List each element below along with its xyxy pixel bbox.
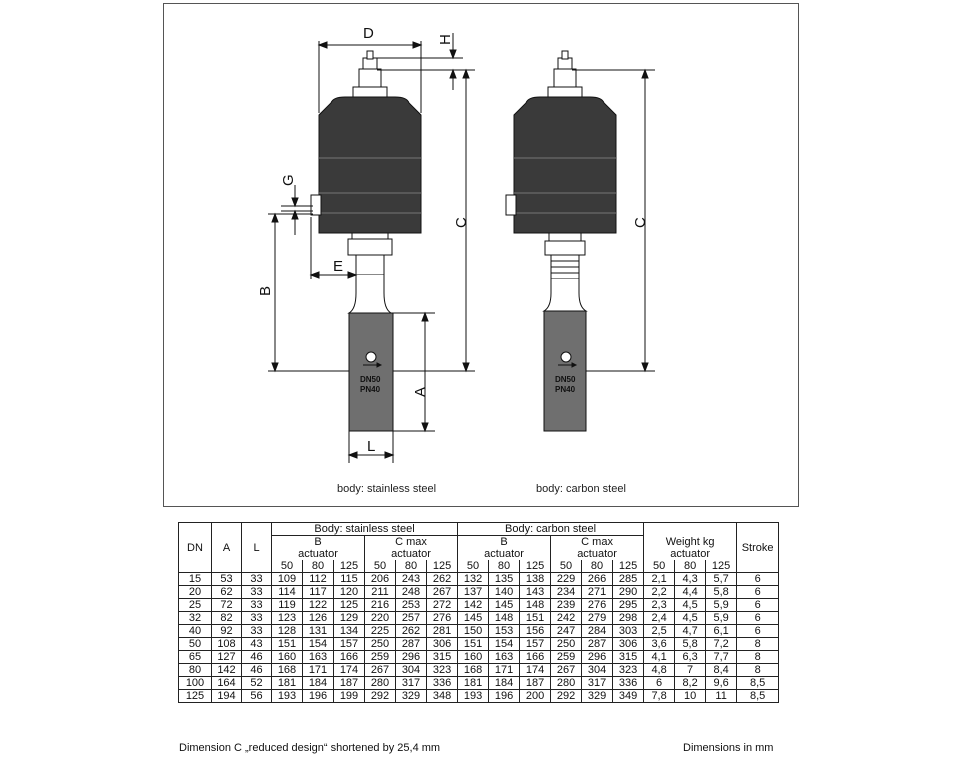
- table-cell: 266: [582, 573, 613, 586]
- table-cell: 10: [675, 690, 706, 703]
- table-cell: 166: [334, 651, 365, 664]
- table-cell: 150: [458, 625, 489, 638]
- table-cell: 303: [613, 625, 644, 638]
- table-cell: 151: [272, 638, 303, 651]
- dimension-label-a: A: [412, 386, 429, 397]
- header-cmax-carbon: C max: [551, 536, 644, 549]
- table-cell: 171: [489, 664, 520, 677]
- header-b-stainless: B: [272, 536, 365, 549]
- header-actuator-cmax-stainless: actuator: [365, 548, 458, 560]
- header-cmax-stainless: C max: [365, 536, 458, 549]
- table-cell: 138: [520, 573, 551, 586]
- table-cell: 174: [334, 664, 365, 677]
- table-cell: 211: [365, 586, 396, 599]
- table-cell: 8,5: [737, 677, 779, 690]
- table-cell: 4,4: [675, 586, 706, 599]
- table-cell: 7,2: [706, 638, 737, 651]
- table-cell: 271: [582, 586, 613, 599]
- body-marking-pn-left: PN40: [360, 385, 381, 394]
- table-cell: 125: [179, 690, 212, 703]
- table-cell: 348: [427, 690, 458, 703]
- table-cell: 184: [303, 677, 334, 690]
- table-cell: 151: [458, 638, 489, 651]
- table-cell: 6: [737, 586, 779, 599]
- table-cell: 2,5: [644, 625, 675, 638]
- table-cell: 154: [303, 638, 334, 651]
- table-cell: 131: [303, 625, 334, 638]
- header-actuator-weight: actuator: [644, 548, 737, 560]
- table-cell: 2,1: [644, 573, 675, 586]
- table-cell: 33: [242, 625, 272, 638]
- table-cell: 112: [303, 573, 334, 586]
- table-cell: 295: [613, 599, 644, 612]
- table-cell: 306: [613, 638, 644, 651]
- caption-carbon-steel: body: carbon steel: [536, 483, 626, 495]
- table-cell: 65: [179, 651, 212, 664]
- table-cell: 163: [489, 651, 520, 664]
- table-cell: 315: [613, 651, 644, 664]
- table-cell: 142: [212, 664, 242, 677]
- table-row: [179, 651, 779, 664]
- table-cell: 280: [365, 677, 396, 690]
- header-a: A: [212, 523, 242, 573]
- table-row: [179, 625, 779, 638]
- table-cell: 243: [396, 573, 427, 586]
- table-cell: 8,2: [675, 677, 706, 690]
- table-cell: 160: [272, 651, 303, 664]
- table-cell: 43: [242, 638, 272, 651]
- dimension-label-g: G: [280, 174, 297, 186]
- table-cell: 315: [427, 651, 458, 664]
- table-cell: 56: [242, 690, 272, 703]
- table-cell: 160: [458, 651, 489, 664]
- table-cell: 168: [272, 664, 303, 677]
- table-cell: 8: [737, 651, 779, 664]
- table-cell: 8: [737, 664, 779, 677]
- dimensions-table: [178, 522, 777, 703]
- table-cell: 248: [396, 586, 427, 599]
- table-cell: 199: [334, 690, 365, 703]
- table-cell: 187: [520, 677, 551, 690]
- table-cell: 329: [582, 690, 613, 703]
- table-cell: 4,7: [675, 625, 706, 638]
- table-cell: 114: [272, 586, 303, 599]
- table-cell: 287: [396, 638, 427, 651]
- dimension-label-c-right: C: [632, 217, 649, 228]
- table-cell: 284: [582, 625, 613, 638]
- table-cell: 304: [396, 664, 427, 677]
- table-cell: 250: [551, 638, 582, 651]
- table-cell: 134: [334, 625, 365, 638]
- table-cell: 33: [242, 599, 272, 612]
- table-cell: 280: [551, 677, 582, 690]
- table-cell: 285: [613, 573, 644, 586]
- caption-stainless-steel: body: stainless steel: [337, 483, 437, 495]
- table-cell: 6: [737, 599, 779, 612]
- table-cell: 100: [179, 677, 212, 690]
- table-cell: 62: [212, 586, 242, 599]
- table-row: [179, 690, 779, 703]
- dimension-label-l: L: [367, 438, 376, 455]
- table-cell: 109: [272, 573, 303, 586]
- table-cell: 336: [427, 677, 458, 690]
- table-cell: 225: [365, 625, 396, 638]
- table-cell: 4,8: [644, 664, 675, 677]
- table-cell: 7,7: [706, 651, 737, 664]
- table-cell: 267: [427, 586, 458, 599]
- header-body-carbon: Body: carbon steel: [458, 523, 644, 536]
- header-actuator-size: 80: [675, 560, 706, 573]
- table-cell: 126: [303, 612, 334, 625]
- table-row: [179, 677, 779, 690]
- table-cell: 276: [427, 612, 458, 625]
- table-cell: 193: [272, 690, 303, 703]
- table-cell: 194: [212, 690, 242, 703]
- header-actuator-size: 80: [489, 560, 520, 573]
- table-cell: 317: [396, 677, 427, 690]
- table-cell: 82: [212, 612, 242, 625]
- table-cell: 46: [242, 651, 272, 664]
- header-actuator-size: 50: [272, 560, 303, 573]
- dimension-label-c-left: C: [453, 217, 470, 228]
- table-cell: 216: [365, 599, 396, 612]
- table-cell: 140: [489, 586, 520, 599]
- table-cell: 242: [551, 612, 582, 625]
- table-cell: 181: [458, 677, 489, 690]
- table-cell: 259: [365, 651, 396, 664]
- table-cell: 80: [179, 664, 212, 677]
- table-cell: 276: [582, 599, 613, 612]
- table-cell: 6: [737, 625, 779, 638]
- header-actuator-size: 50: [644, 560, 675, 573]
- table-cell: 156: [520, 625, 551, 638]
- header-actuator-size: 50: [551, 560, 582, 573]
- table-cell: 153: [489, 625, 520, 638]
- table-cell: 33: [242, 573, 272, 586]
- table-cell: 72: [212, 599, 242, 612]
- table-cell: 120: [334, 586, 365, 599]
- table-cell: 267: [365, 664, 396, 677]
- table-cell: 196: [489, 690, 520, 703]
- table-cell: 323: [613, 664, 644, 677]
- table-cell: 259: [551, 651, 582, 664]
- header-actuator-b-stainless: actuator: [272, 548, 365, 560]
- table-cell: 132: [458, 573, 489, 586]
- table-cell: 7: [675, 664, 706, 677]
- table-cell: 171: [303, 664, 334, 677]
- table-cell: 137: [458, 586, 489, 599]
- table-cell: 145: [458, 612, 489, 625]
- table-cell: 292: [365, 690, 396, 703]
- header-dn: DN: [179, 523, 212, 573]
- table-cell: 11: [706, 690, 737, 703]
- table-cell: 5,9: [706, 599, 737, 612]
- technical-drawing: [163, 3, 799, 507]
- table-cell: 32: [179, 612, 212, 625]
- header-actuator-size: 125: [706, 560, 737, 573]
- table-cell: 5,9: [706, 612, 737, 625]
- body-marking-dn-right: DN50: [555, 375, 576, 384]
- table-cell: 166: [520, 651, 551, 664]
- table-cell: 128: [272, 625, 303, 638]
- table-cell: 296: [396, 651, 427, 664]
- table-cell: 6: [737, 573, 779, 586]
- table-cell: 135: [489, 573, 520, 586]
- table-cell: 5,8: [706, 586, 737, 599]
- table-cell: 200: [520, 690, 551, 703]
- table-cell: 298: [613, 612, 644, 625]
- header-actuator-size: 50: [458, 560, 489, 573]
- header-actuator-size: 50: [365, 560, 396, 573]
- header-l: L: [242, 523, 272, 573]
- table-cell: 129: [334, 612, 365, 625]
- table-cell: 163: [303, 651, 334, 664]
- table-cell: 250: [365, 638, 396, 651]
- table-cell: 3,6: [644, 638, 675, 651]
- body-marking-pn-right: PN40: [555, 385, 576, 394]
- table-cell: 296: [582, 651, 613, 664]
- table-cell: 234: [551, 586, 582, 599]
- header-actuator-size: 125: [334, 560, 365, 573]
- header-actuator-size: 80: [303, 560, 334, 573]
- table-cell: 148: [520, 599, 551, 612]
- table-cell: 53: [212, 573, 242, 586]
- dimension-label-d: D: [363, 25, 374, 42]
- table-cell: 329: [396, 690, 427, 703]
- dimension-label-b: B: [257, 285, 274, 296]
- header-b-carbon: B: [458, 536, 551, 549]
- table-cell: 6: [737, 612, 779, 625]
- table-cell: 33: [242, 586, 272, 599]
- table-cell: 115: [334, 573, 365, 586]
- table-cell: 287: [582, 638, 613, 651]
- table-cell: 8: [737, 638, 779, 651]
- table-cell: 272: [427, 599, 458, 612]
- header-actuator-size: 80: [396, 560, 427, 573]
- table-cell: 8,4: [706, 664, 737, 677]
- table-cell: 108: [212, 638, 242, 651]
- table-cell: 143: [520, 586, 551, 599]
- table-row: [179, 586, 779, 599]
- header-weight: Weight kg: [644, 523, 737, 549]
- table-cell: 267: [551, 664, 582, 677]
- header-actuator-size: 80: [582, 560, 613, 573]
- table-cell: 8,5: [737, 690, 779, 703]
- table-cell: 2,2: [644, 586, 675, 599]
- table-cell: 148: [489, 612, 520, 625]
- table-cell: 127: [212, 651, 242, 664]
- body-marking-dn-left: DN50: [360, 375, 381, 384]
- footnote-units: Dimensions in mm: [683, 742, 774, 754]
- table-cell: 262: [396, 625, 427, 638]
- table-cell: 229: [551, 573, 582, 586]
- table-cell: 290: [613, 586, 644, 599]
- table-cell: 317: [582, 677, 613, 690]
- table-cell: 168: [458, 664, 489, 677]
- header-body-stainless: Body: stainless steel: [272, 523, 458, 536]
- table-cell: 157: [334, 638, 365, 651]
- table-cell: 6: [644, 677, 675, 690]
- table-cell: 9,6: [706, 677, 737, 690]
- table-cell: 25: [179, 599, 212, 612]
- header-actuator-size: 125: [427, 560, 458, 573]
- table-cell: 92: [212, 625, 242, 638]
- table-row: [179, 599, 779, 612]
- header-stroke: Stroke: [737, 523, 779, 573]
- table-cell: 20: [179, 586, 212, 599]
- table-cell: 4,5: [675, 599, 706, 612]
- dimension-label-e: E: [333, 258, 344, 275]
- table-cell: 2,3: [644, 599, 675, 612]
- table-cell: 187: [334, 677, 365, 690]
- table-cell: 174: [520, 664, 551, 677]
- dimension-label-h: H: [437, 34, 454, 45]
- table-cell: 253: [396, 599, 427, 612]
- table-cell: 40: [179, 625, 212, 638]
- table-cell: 33: [242, 612, 272, 625]
- table-cell: 4,5: [675, 612, 706, 625]
- table-row: [179, 638, 779, 651]
- table-cell: 220: [365, 612, 396, 625]
- table-cell: 154: [489, 638, 520, 651]
- footnote-dimension-c: Dimension C „reduced design“ shortened by 25,4 mm: [179, 742, 441, 754]
- header-actuator-size: 125: [520, 560, 551, 573]
- table-cell: 50: [179, 638, 212, 651]
- table-cell: 323: [427, 664, 458, 677]
- table-cell: 4,3: [675, 573, 706, 586]
- table-cell: 292: [551, 690, 582, 703]
- table-cell: 281: [427, 625, 458, 638]
- table-cell: 257: [396, 612, 427, 625]
- table-cell: 193: [458, 690, 489, 703]
- table-row: [179, 573, 779, 586]
- table-cell: 336: [613, 677, 644, 690]
- table-cell: 247: [551, 625, 582, 638]
- table-cell: 7,8: [644, 690, 675, 703]
- table-cell: 306: [427, 638, 458, 651]
- header-actuator-b-carbon: actuator: [458, 548, 551, 560]
- table-cell: 15: [179, 573, 212, 586]
- table-cell: 4,1: [644, 651, 675, 664]
- table-cell: 52: [242, 677, 272, 690]
- table-cell: 117: [303, 586, 334, 599]
- table-cell: 151: [520, 612, 551, 625]
- table-cell: 2,4: [644, 612, 675, 625]
- table-row: [179, 612, 779, 625]
- table-cell: 239: [551, 599, 582, 612]
- header-actuator-size: 125: [613, 560, 644, 573]
- table-cell: 262: [427, 573, 458, 586]
- table-cell: 125: [334, 599, 365, 612]
- table-cell: 181: [272, 677, 303, 690]
- table-cell: 184: [489, 677, 520, 690]
- table-cell: 157: [520, 638, 551, 651]
- table-cell: 119: [272, 599, 303, 612]
- table-cell: 123: [272, 612, 303, 625]
- table-cell: 6,1: [706, 625, 737, 638]
- header-actuator-cmax-carbon: actuator: [551, 548, 644, 560]
- table-cell: 46: [242, 664, 272, 677]
- table-cell: 145: [489, 599, 520, 612]
- table-cell: 206: [365, 573, 396, 586]
- table-cell: 279: [582, 612, 613, 625]
- table-cell: 5,7: [706, 573, 737, 586]
- table-cell: 122: [303, 599, 334, 612]
- table-row: [179, 664, 779, 677]
- table-cell: 349: [613, 690, 644, 703]
- table-cell: 304: [582, 664, 613, 677]
- table-cell: 6,3: [675, 651, 706, 664]
- table-cell: 142: [458, 599, 489, 612]
- table-cell: 164: [212, 677, 242, 690]
- table-cell: 196: [303, 690, 334, 703]
- table-cell: 5,8: [675, 638, 706, 651]
